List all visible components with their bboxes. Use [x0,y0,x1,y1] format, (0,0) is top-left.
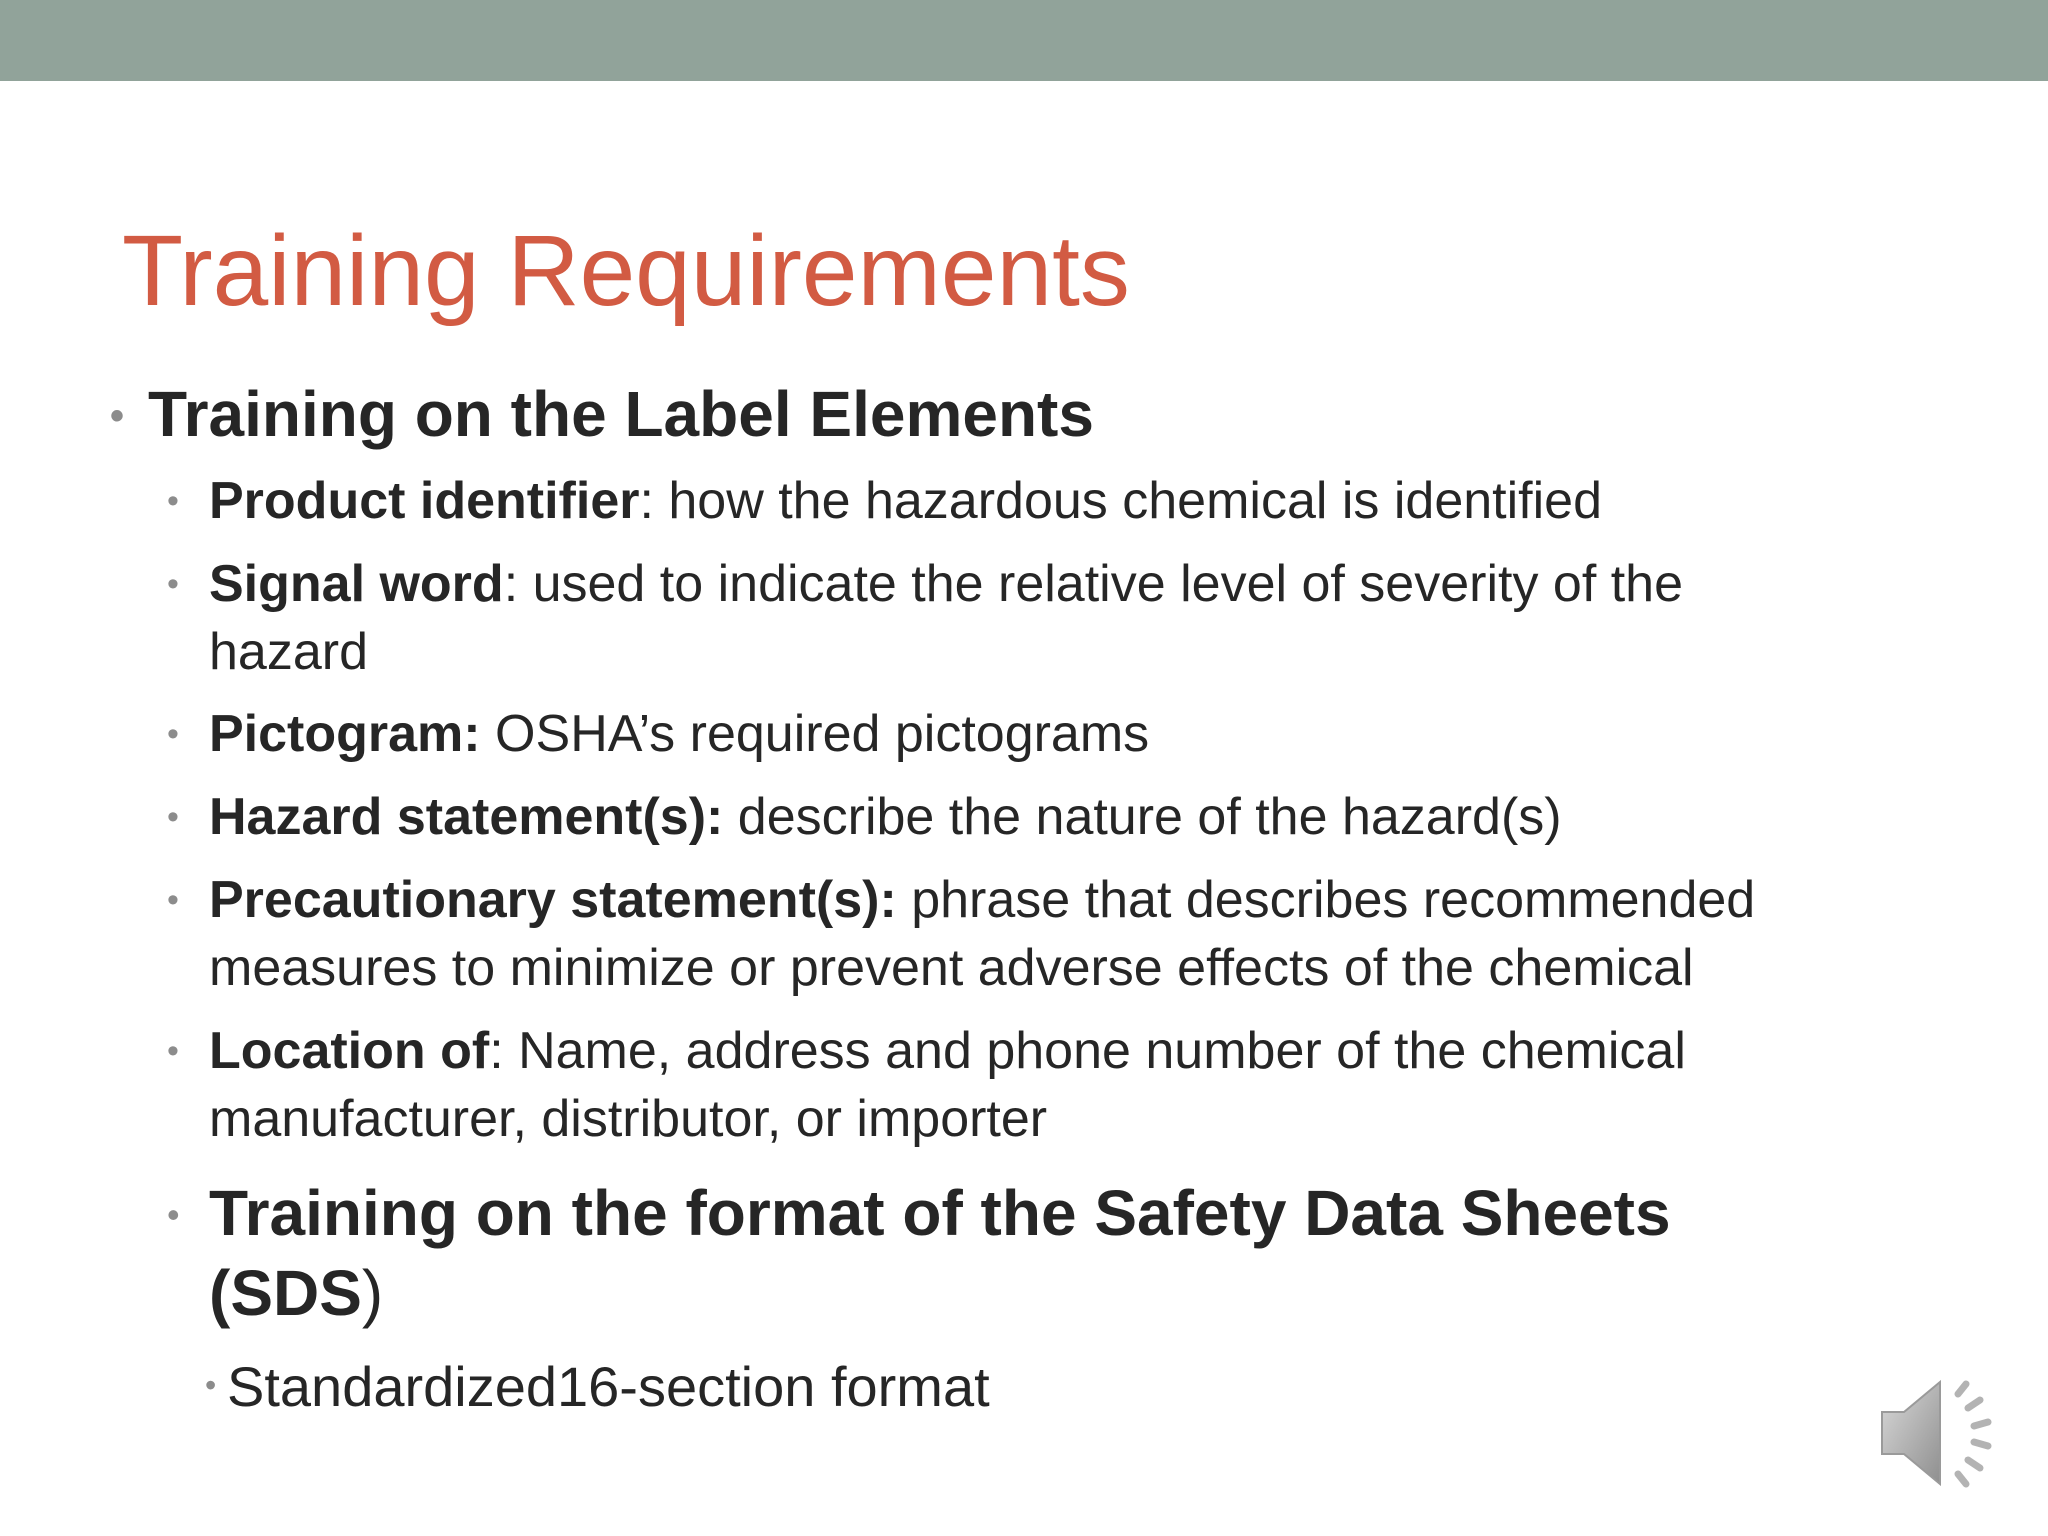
sub-item-text: Standardized16-section format [227,1355,990,1418]
section-heading-text: Training on the Label Elements [148,378,1094,450]
sub-list-item [205,1352,990,1422]
bullet-icon: • [205,1367,217,1403]
item-text: : Name, address and phone number of the chemical [489,1022,1686,1080]
item-term: Hazard statement(s): [209,788,724,846]
item-term: Precautionary statement(s): [209,871,897,929]
item-text: : used to indicate the relative level of severity of the [503,555,1684,613]
sds-heading-close: ) [361,1257,384,1329]
item-term: Pictogram: [209,705,481,763]
bullet-icon: • [167,1194,180,1235]
bullet-icon: • [110,394,125,438]
list-item [167,550,1684,686]
sds-heading-line2: (SDS [209,1257,362,1329]
item-text-continued: hazard [209,623,368,681]
sds-heading-line1: Training on the format of the Safety Data Sheets [209,1177,1671,1249]
list-item [167,700,1150,768]
list-item [167,866,1756,1002]
item-text-continued: manufacturer, distributor, or importer [209,1090,1048,1148]
bullet-icon: • [167,1032,179,1070]
item-text: describe the nature of the hazard(s) [723,788,1562,846]
list-item [167,467,1603,535]
list-item [167,783,1562,851]
item-text-continued: measures to minimize or prevent adverse effects of the chemical [209,939,1694,997]
section-heading-label-elements [110,378,1094,450]
header-band [0,0,2048,81]
bullet-icon: • [167,881,179,919]
bullet-icon: • [167,715,179,753]
item-text: OSHA’s required pictograms [480,705,1150,763]
item-term: Product identifier [209,472,640,530]
list-item [167,1017,1686,1153]
item-text: : how the hazardous chemical is identified [639,472,1603,530]
bullet-icon: • [167,565,179,603]
section-heading-sds [167,1173,1671,1333]
item-term: Location of [209,1022,490,1080]
item-term: Signal word [209,555,504,613]
bullet-icon: • [167,798,179,836]
slide-title: Training Requirements [122,215,1130,327]
bullet-icon: • [167,482,179,520]
item-text: phrase that describes recommended [896,871,1756,929]
speaker-icon[interactable] [1874,1368,2014,1498]
